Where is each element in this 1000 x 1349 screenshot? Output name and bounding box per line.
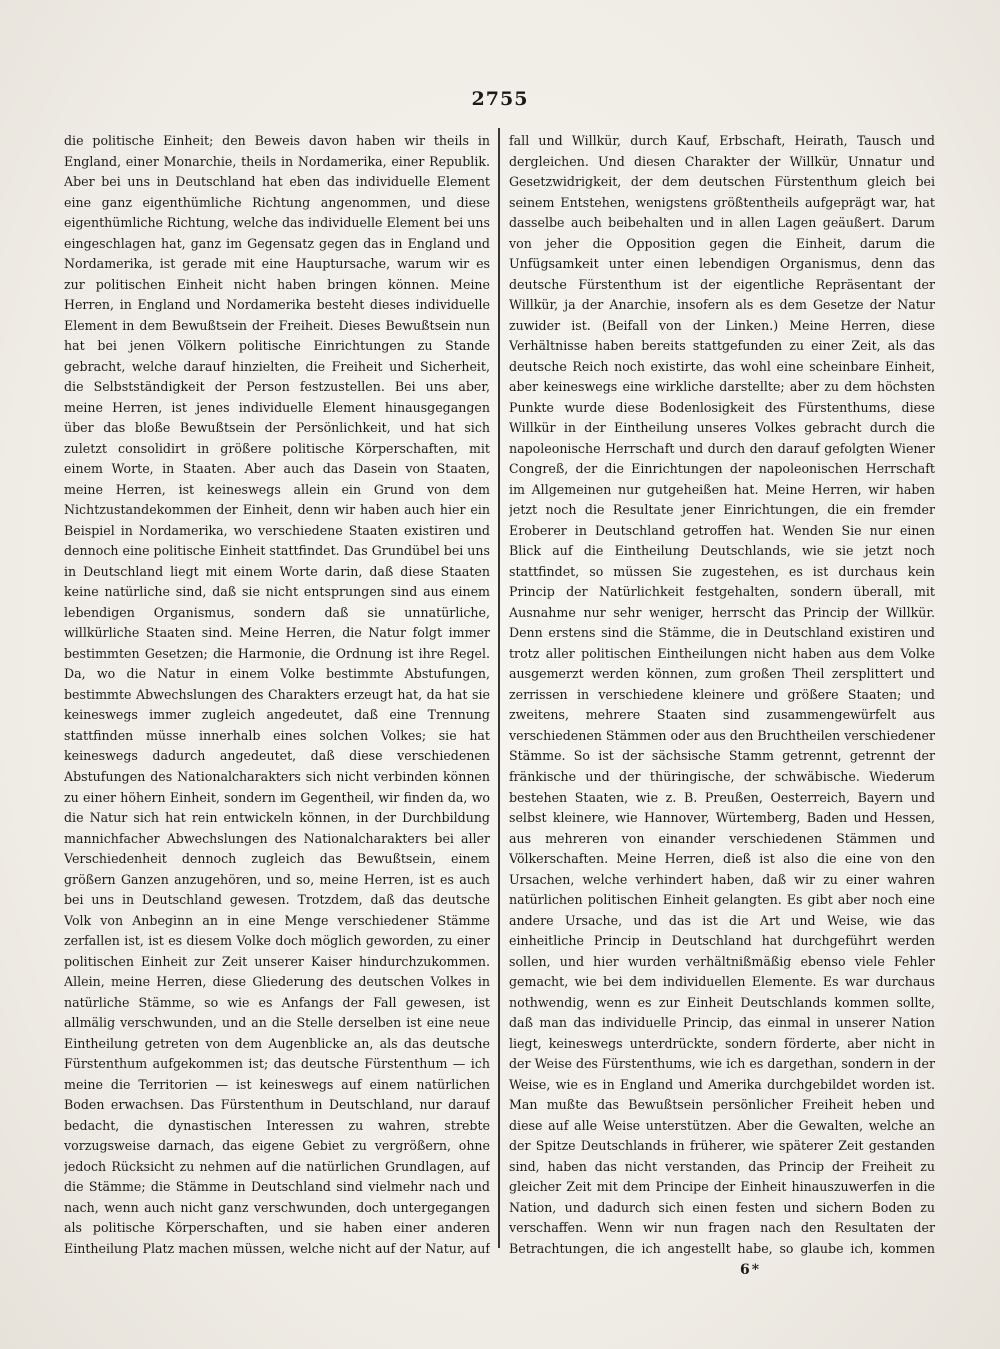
column-left-text: die politische Einheit; den Beweis davon haben wir theils in England, einer Monarchie, theils in Nordamerika, einer Republik. Aber bei uns in Deutschland hat eben das individuelle Element eine ganz eigenthümliche Richtung angenommen, und diese eigenthümliche Richtung, welche das individuelle Element bei uns eingeschlagen hat, ganz im Gegensatz gegen das in England und Nordamerika, ist gerade mit eine Hauptursache, warum wir es zur politischen Einheit nicht haben bringen können. Meine Herren, in England und Nordamerika besteht dieses individuelle Element in dem Bewußtsein der Freiheit. Dieses Bewußtsein nun hat bei jenen Völkern politische Einrichtungen zu Stande gebracht, welche darauf hinzielten, die Freiheit und Sicherheit, die Selbstständigkeit der Person festzustellen. Bei uns aber, meine Herren, ist jenes individuelle Element hinausgegangen über das bloße Bewußtsein der Persönlichkeit, und hat sich zuletzt consolidirt in größere politische Körperschaften, mit einem Worte, in Staaten. Aber auch das Dasein von Staaten, meine Herren, ist keineswegs allein ein Grund von dem Nichtzustandekommen der Einheit, denn wir haben auch hier ein Beispiel in Nordamerika, wo verschiedene Staaten existiren und dennoch eine politische Einheit stattfindet. Das Grundübel bei uns in Deutschland liegt mit einem Worte darin, daß diese Staaten keine natürliche sind, daß sie nicht entsprungen sind aus einem lebendigen Organismus, sondern daß sie unnatürliche, willkürliche Staaten sind. Meine Herren, die Natur folgt immer bestimmten Gesetzen; die Harmonie, die Ordnung ist ihre Regel. Da, wo die Natur in einem Volke bestimmte Abstufungen, bestimmte Abwechslungen des Charakters erzeugt hat, da hat sie keineswegs immer zugleich angedeutet, daß eine Trennung stattfinden müsse innerhalb eines solchen Volkes; sie hat keineswegs dadurch angedeutet, daß diese verschiedenen Abstufungen des Nationalcharakters sich nicht verbinden können zu einer höhern Einheit, sondern im Gegentheil, wir finden da, wo die Natur sich hat rein entwickeln können, in der Durchbildung mannichfacher Abwechslungen des Nationalcharakters bei aller Verschiedenheit dennoch zugleich das Bewußtsein, einem größern Ganzen anzugehören, und so, meine Herren, ist es auch bei uns in Deutschland gewesen. Trotzdem, daß das deutsche Volk von Anbeginn an in eine Menge verschiedener Stämme zerfallen ist, ist es diesem Volke doch möglich geworden, zu einer politischen Einheit zur Zeit unserer Kaiser hindurchzukommen. Allein, meine Herren, diese Gliederung des deutschen Volkes in natürliche Stämme, so wie es Anfangs der Fall gewesen, ist allmälig verschwunden, und an die Stelle derselben ist eine neue Eintheilung getreten von dem Augenblicke an, als das deutsche Fürstenthum aufgekommen ist; das deutsche Fürstenthum — ich meine die Territorien — ist keineswegs auf einem natürlichen Boden erwachsen. Das Fürstenthum in Deutschland, nur darauf bedacht, die dynastischen Interessen zu wahren, strebte vorzugsweise darnach, das eigene Gebiet zu vergrößern, ohne jedoch Rücksicht zu nehmen auf die natürlichen Grundlagen, auf die Stämme; die Stämme in Deutschland sind vielmehr nach und nach, wenn auch nicht ganz verschwunden, doch untergegangen als politische Körperschaften, und sie haben einer anderen Eintheilung Platz machen müssen, welche nicht auf der Natur, auf <box>64 133 490 1256</box>
text-column-left <box>64 131 490 1261</box>
column-divider <box>498 128 500 1248</box>
text-column-right <box>509 131 935 1261</box>
signature-mark: 6* <box>740 1262 762 1278</box>
column-right-text: fall und Willkür, durch Kauf, Erbschaft, Heirath, Tausch und dergleichen. Und diesen Charakter der Willkür, Unnatur und Gesetzwidrigkeit, der dem deutschen Fürstenthum gleich bei seinem Entstehen, wenigstens größtentheils aufgeprägt war, hat dasselbe auch beibehalten und in allen Lagen geäußert. Darum von jeher die Opposition gegen die Einheit, darum die Unfügsamkeit unter einen lebendigen Organismus, denn das deutsche Fürstenthum ist der eigentliche Repräsentant der Willkür, ja der Anarchie, insofern als es dem Gesetze der Natur zuwider ist. (Beifall von der Linken.) Meine Herren, diese Verhältnisse haben bereits stattgefunden zu einer Zeit, als das deutsche Reich noch existirte, das wohl eine scheinbare Einheit, aber keineswegs eine wirkliche darstellte; aber zu dem höchsten Punkte wurde diese Bodenlosigkeit des Fürstenthums, diese Willkür in der Eintheilung unseres Volkes gebracht durch die napoleonische Herrschaft und durch den darauf gefolgten Wiener Congreß, der die Einrichtungen der napoleonischen Herrschaft im Allgemeinen nur gutgeheißen hat. Meine Herren, wir haben jetzt noch die Resultate jener Einrichtungen, die ein fremder Eroberer in Deutschland getroffen hat. Wenden Sie nur einen Blick auf die Eintheilung Deutschlands, wie sie jetzt noch stattfindet, so müssen Sie zugestehen, es ist durchaus kein Princip der Natürlichkeit festgehalten, sondern überall, mit Ausnahme nur sehr weniger, herrscht das Princip der Willkür. Denn erstens sind die Stämme, die in Deutschland existiren und trotz aller politischen Eintheilungen nicht haben aus dem Volke ausgemerzt werden können, zum großen Theil zersplittert und zerrissen in verschiedene kleinere und größere Staaten; und zweitens, mehrere Staaten sind zusammengewürfelt aus verschiedenen Stämmen oder aus den Bruchtheilen verschiedener Stämme. So ist der sächsische Stamm getrennt, getrennt der fränkische und der thüringische, der schwäbische. Wiederum bestehen Staaten, wie z. B. Preußen, Oesterreich, Bayern und selbst kleinere, wie Hannover, Würtemberg, Baden und Hessen, aus mehreren von einander verschiedenen Stämmen und Völkerschaften. Meine Herren, dieß ist also die eine von den Ursachen, welche verhindert haben, daß wir zu einer wahren natürlichen politischen Einheit gelangten. Es gibt aber noch eine andere Ursache, und das ist die Art und Weise, wie das einheitliche Princip in Deutschland hat durchgeführt werden sollen, und hier wurden verhältnißmäßig ebenso viele Fehler gemacht, wie bei dem individuellen Elemente. Es war durchaus nothwendig, wenn es zur Einheit Deutschlands kommen sollte, daß man das individuelle Princip, das einmal in unserer Nation liegt, keineswegs unterdrückte, sondern förderte, aber nicht in der Weise des Fürstenthums, wie ich es dargethan, sondern in der Weise, wie es in England und Amerika durchgebildet worden ist. Man mußte das Bewußtsein persönlicher Freiheit heben und diese auf alle Weise unterstützen. Aber die Gewalten, welche an der Spitze Deutschlands in früherer, wie späterer Zeit gestanden sind, haben das nicht verstanden, das Princip der Freiheit zu gleicher Zeit mit dem Principe der Einheit hinauszuwerfen in die Nation, und dadurch sich einen festen und sichern Boden zu verschaffen. Wenn wir nun fragen nach den Resultaten der Betrachtungen, die ich angestellt habe, so glaube ich, kommen <box>509 133 935 1256</box>
page-number: 2755 <box>471 88 529 110</box>
